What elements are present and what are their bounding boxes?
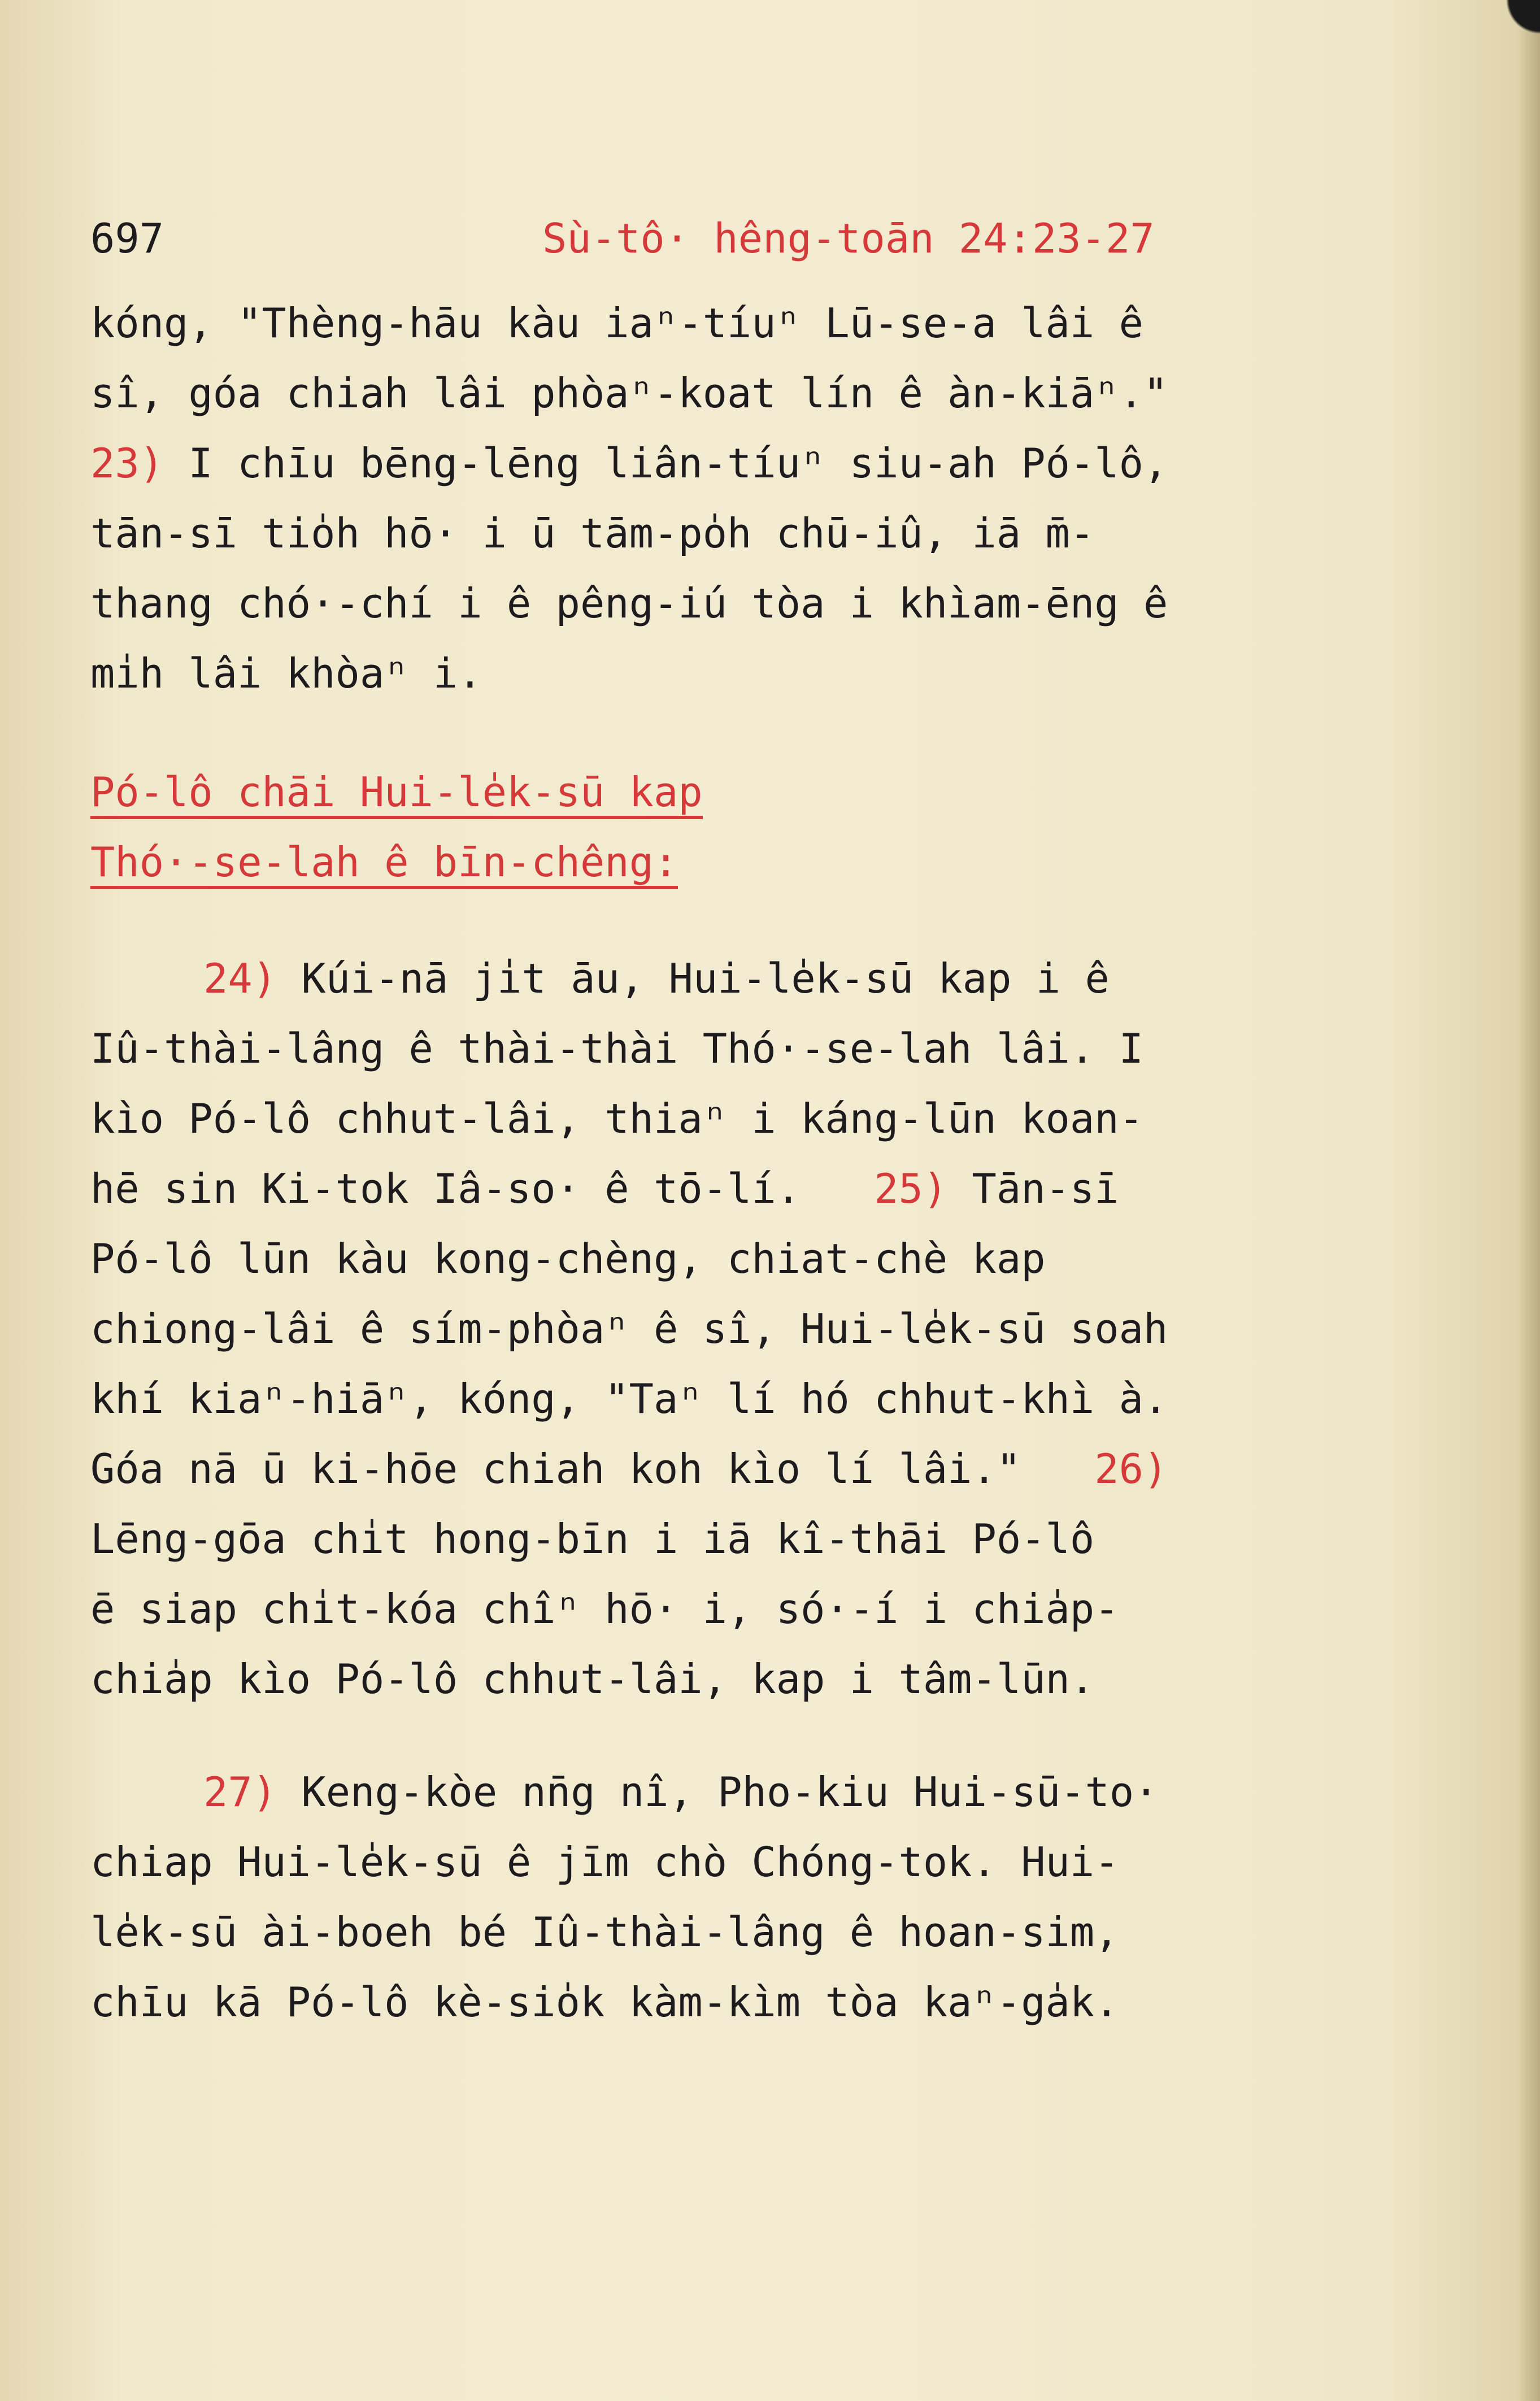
paragraph-verses-24-26	[90, 943, 1390, 1714]
verse-number: 26)	[1094, 1445, 1168, 1493]
verse-text: Keng-kòe nn̄g nî, Pho-kiu Hui-sū-to·	[277, 1768, 1159, 1816]
text-line: chiap Hui-le̍k-sū ê jīm chò Chóng-tok. Hui-	[90, 1838, 1119, 1886]
text-line: Iû-thài-lâng ê thài-thài Thó·-se-lah lâi. I	[90, 1025, 1143, 1072]
text-line: Pó-lô lūn kàu kong-chèng, chiat-chè kap	[90, 1235, 1046, 1282]
text-line	[90, 1434, 1390, 1504]
paragraph-verses-22-23	[90, 288, 1390, 708]
page-edge-shadow	[1517, 0, 1540, 2401]
section-heading-line-2: Thó·-se-lah ê bīn-chêng:	[90, 827, 678, 897]
verse-text: Góa nā ū ki-hōe chiah koh kìo lí lâi."	[90, 1445, 1021, 1493]
page-corner-shadow	[1472, 0, 1540, 90]
verse-number: 25)	[874, 1165, 948, 1212]
section-heading	[90, 757, 1390, 897]
running-head: Sù-tô· hêng-toān 24:23-27	[542, 215, 1155, 262]
verse-text: Kúi-nā ji̍t āu, Hui-le̍k-sū kap i ê	[277, 955, 1110, 1002]
text-line: mi̍h lâi khòaⁿ i.	[90, 650, 482, 697]
text-line	[90, 428, 1390, 498]
text-line	[90, 943, 1390, 1014]
page-number: 697	[90, 215, 164, 262]
text-line: kóng, "Thèng-hāu kàu iaⁿ-tíuⁿ Lū-se-a lâi ê	[90, 299, 1143, 347]
text-line: ē siap chi̍t-kóa chîⁿ hō· i, só·-í i chia̍p-	[90, 1585, 1119, 1633]
text-line: chīu kā Pó-lô kè-sio̍k kàm-kìm tòa kaⁿ-ga̍k.	[90, 1978, 1119, 2026]
text-line: le̍k-sū ài-boeh bé Iû-thài-lâng ê hoan-sim,	[90, 1908, 1119, 1956]
text-line: chiong-lâi ê sím-phòaⁿ ê sî, Hui-le̍k-sū soah	[90, 1305, 1168, 1352]
verse-text: I chīu bēng-lēng liân-tíuⁿ siu-ah Pó-lô,	[164, 440, 1168, 487]
text-line: thang chó·-chí i ê pêng-iú tòa i khìam-ēng ê	[90, 580, 1168, 627]
verse-text: hē sin Ki-tok Iâ-so· ê tō-lí.	[90, 1165, 801, 1212]
verse-number: 23)	[90, 440, 164, 487]
verse-number: 27)	[203, 1768, 277, 1816]
text-line: tān-sī tio̍h hō· i ū tām-po̍h chū-iû, iā m̄-	[90, 510, 1095, 557]
section-heading-line-1: Pó-lô chāi Hui-le̍k-sū kap	[90, 757, 703, 827]
text-line: Lēng-gōa chi̍t hong-bīn i iā kî-thāi Pó-lô	[90, 1515, 1095, 1563]
text-line	[90, 1757, 1390, 1827]
verse-text: Tān-sī	[947, 1165, 1119, 1212]
paragraph-verse-27	[90, 1757, 1390, 2037]
text-line: chia̍p kìo Pó-lô chhut-lâi, kap i tâm-lūn.	[90, 1655, 1095, 1703]
text-line	[90, 1154, 1390, 1224]
page-header	[90, 203, 1367, 273]
text-line: sî, góa chiah lâi phòaⁿ-koat lín ê àn-kiāⁿ."	[90, 369, 1168, 417]
verse-number: 24)	[203, 955, 277, 1002]
text-line: khí kiaⁿ-hiāⁿ, kóng, "Taⁿ lí hó chhut-khì à.	[90, 1375, 1168, 1423]
text-line: kìo Pó-lô chhut-lâi, thiaⁿ i káng-lūn koan-	[90, 1095, 1143, 1142]
